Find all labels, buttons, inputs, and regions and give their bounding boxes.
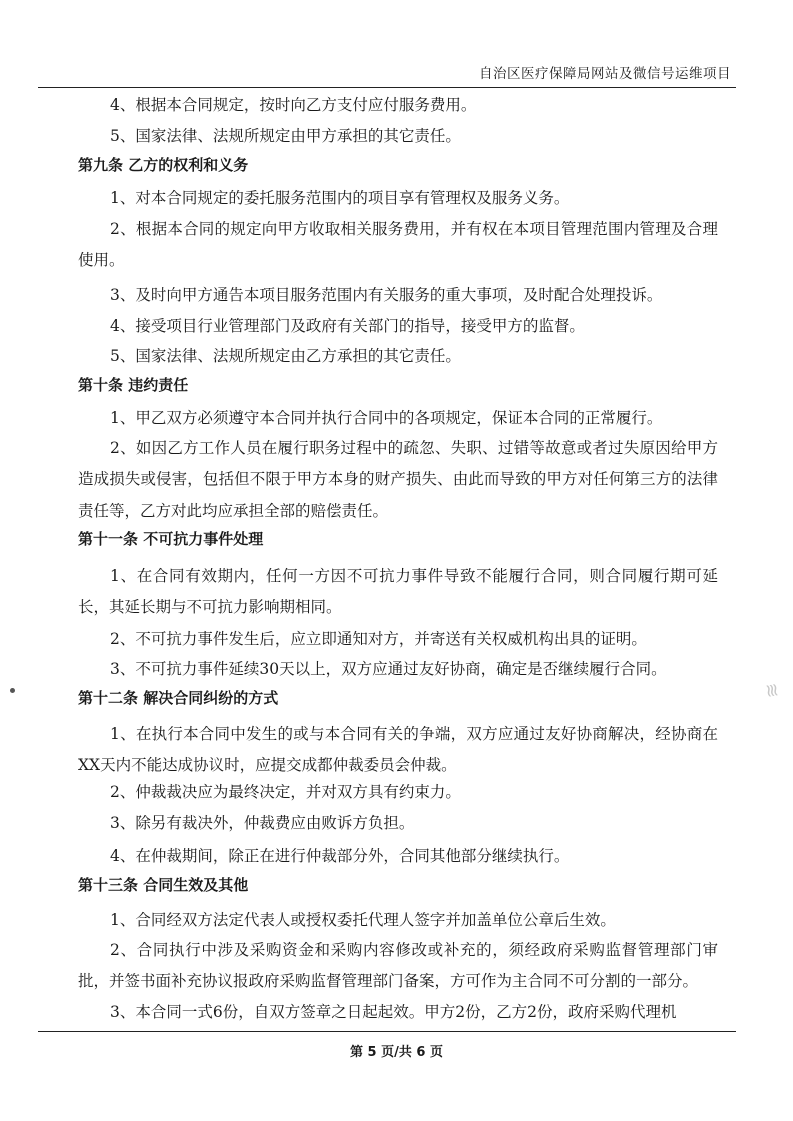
clause-10-heading: 第十条 违约责任 bbox=[78, 376, 189, 394]
clause-12-item-2: 2、仲裁裁决应为最终决定，并对双方具有约束力。 bbox=[110, 783, 461, 801]
clause-9-heading: 第九条 乙方的权利和义务 bbox=[78, 156, 249, 174]
clause-12-item-4: 4、在仲裁期间，除正在进行仲裁部分外，合同其他部分继续执行。 bbox=[110, 847, 570, 865]
scan-dot-mark bbox=[10, 688, 15, 693]
clause-8-item-5: 5、国家法律、法规所规定由甲方承担的其它责任。 bbox=[110, 127, 461, 145]
clause-9-item-3: 3、及时向甲方通告本项目服务范围内有关服务的重大事项，及时配合处理投诉。 bbox=[110, 286, 663, 304]
clause-9-item-5: 5、国家法律、法规所规定由乙方承担的其它责任。 bbox=[110, 347, 461, 365]
faint-stamp-mark: ≋ bbox=[759, 681, 784, 700]
clause-12-item-3: 3、除另有裁决外，仲裁费应由败诉方负担。 bbox=[110, 814, 415, 832]
clause-10-item-1: 1、甲乙双方必须遵守本合同并执行合同中的各项规定，保证本合同的正常履行。 bbox=[110, 409, 663, 427]
clause-9-item-2: 2、根据本合同的规定向甲方收取相关服务费用，并有权在本项目管理范围内管理及合理使用。 bbox=[78, 220, 718, 270]
clause-11-heading: 第十一条 不可抗力事件处理 bbox=[78, 530, 264, 548]
footer-rule bbox=[38, 1031, 736, 1032]
clause-8-item-4: 4、根据本合同规定，按时向乙方支付应付服务费用。 bbox=[110, 96, 477, 114]
clause-13-item-3: 3、本合同一式6份，自双方签章之日起起效。甲方2份，乙方2份，政府采购代理机 bbox=[110, 1003, 677, 1021]
clause-11-item-2: 2、不可抗力事件发生后，应立即通知对方，并寄送有关权威机构出具的证明。 bbox=[110, 630, 647, 648]
clause-13-heading: 第十三条 合同生效及其他 bbox=[78, 876, 249, 894]
clause-13-item-1: 1、合同经双方法定代表人或授权委托代理人签字并加盖单位公章后生效。 bbox=[110, 911, 616, 929]
clause-12-item-1: 1、在执行本合同中发生的或与本合同有关的争端，双方应通过友好协商解决，经协商在XX天内不能达成协议时，应提交成都仲裁委员会仲裁。 bbox=[78, 725, 718, 775]
clause-9-item-1: 1、对本合同规定的委托服务范围内的项目享有管理权及服务义务。 bbox=[110, 189, 570, 207]
page-number: 第 5 页/共 6 页 bbox=[350, 1045, 443, 1060]
clause-11-item-3: 3、不可抗力事件延续30天以上，双方应通过友好协商，确定是否继续履行合同。 bbox=[110, 660, 667, 678]
clause-12-heading: 第十二条 解决合同纠纷的方式 bbox=[78, 689, 279, 707]
clause-9-item-4: 4、接受项目行业管理部门及政府有关部门的指导，接受甲方的监督。 bbox=[110, 317, 585, 335]
clause-10-item-2: 2、如因乙方工作人员在履行职务过程中的疏忽、失职、过错等故意或者过失原因给甲方造成损失或侵害，包括但不限于甲方本身的财产损失、由此而导致的甲方对任何第三方的法律责任等，乙方对此均应承担全部的赔偿责任。 bbox=[78, 439, 718, 520]
header-rule bbox=[38, 87, 736, 88]
clause-11-item-1: 1、在合同有效期内，任何一方因不可抗力事件导致不能履行合同，则合同履行期可延长，其延长期与不可抗力影响期相同。 bbox=[78, 567, 718, 617]
document-header: 自治区医疗保障局网站及微信号运维项目 bbox=[479, 66, 731, 82]
clause-13-item-2: 2、合同执行中涉及采购资金和采购内容修改或补充的，须经政府采购监督管理部门审批，并签书面补充协议报政府采购监督管理部门备案，方可作为主合同不可分割的一部分。 bbox=[78, 941, 718, 991]
